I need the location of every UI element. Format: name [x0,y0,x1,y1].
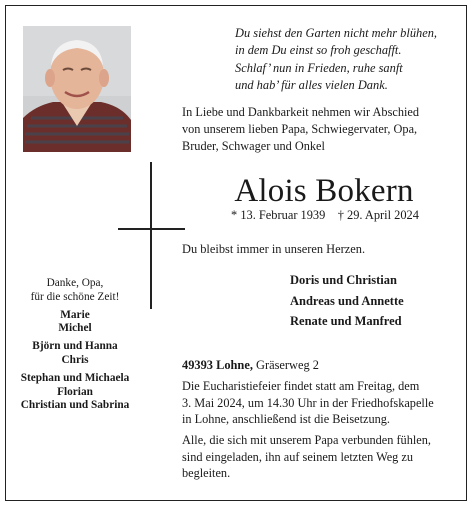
poem-line: in dem Du einst so froh geschafft. [235,43,402,58]
intro-text [182,104,444,155]
grandchild-name: Chris [61,353,89,366]
poem-line: und hab’ für alles vielen Dank. [235,78,388,93]
grandchild-name: Björn und Hanna [32,340,118,353]
grandchild-name: Michel [58,322,92,335]
invitation-line: begleiten. [182,466,231,480]
thanks-message [14,277,136,305]
cross-vertical [150,162,152,309]
grandchild-group [14,340,136,368]
service-line: Die Eucharistiefeier findet statt am Freitag, dem [182,379,420,393]
family-entry: Doris und Christian [290,273,397,287]
intro-line: In Liebe und Dankbarkeit nehmen wir Abschied [182,105,419,119]
thanks-line: für die schöne Zeit! [30,290,120,303]
grandchild-name: Stephan und Michaela [20,371,130,384]
grandchildren-column [14,277,136,417]
cross-horizontal [118,228,185,230]
grandchild-name: Christian und Sabrina [20,399,130,412]
poem [235,25,437,95]
grandchild-group [14,372,136,413]
family-entry: Andreas und Annette [290,293,404,308]
address-city: 49393 Lohne, [182,358,253,372]
address [182,358,319,373]
intro-line: von unserem lieben Papa, Schwiegervater, Opa, [182,122,418,136]
intro-line: Bruder, Schwager und Onkel [182,139,325,153]
heart-line: Du bleibst immer in unseren Herzen. [182,242,366,256]
poem-line: Du siehst den Garten nicht mehr blühen, [235,26,438,40]
grandchild-group [14,309,136,337]
portrait-photo [23,26,131,152]
invitation-line: Alle, die sich mit unserem Papa verbunden fühlen, [182,433,431,447]
life-dates: * 13. Februar 1939 † 29. April 2024 [231,208,419,222]
invitation-line: sind eingeladen, ihn auf seinem letzten Weg zu [182,449,413,464]
service-line: 3. Mai 2024, um 14.30 Uhr in der Friedhofskapelle [182,395,434,410]
deceased-name: Alois Bokern [234,173,414,209]
grandchild-name: Marie [60,308,90,321]
poem-line: Schlaf’ nun in Frieden, ruhe sanft [235,60,403,75]
grandchild-name: Florian [57,385,93,398]
thanks-line: Danke, Opa, [46,277,104,289]
service-line: in Lohne, anschließend ist die Beisetzung. [182,412,390,426]
service-info [182,378,446,428]
family-entry: Renate und Manfred [290,314,402,328]
address-street: Gräserweg 2 [256,358,319,372]
invitation-text [182,432,446,482]
family-list [290,270,404,332]
